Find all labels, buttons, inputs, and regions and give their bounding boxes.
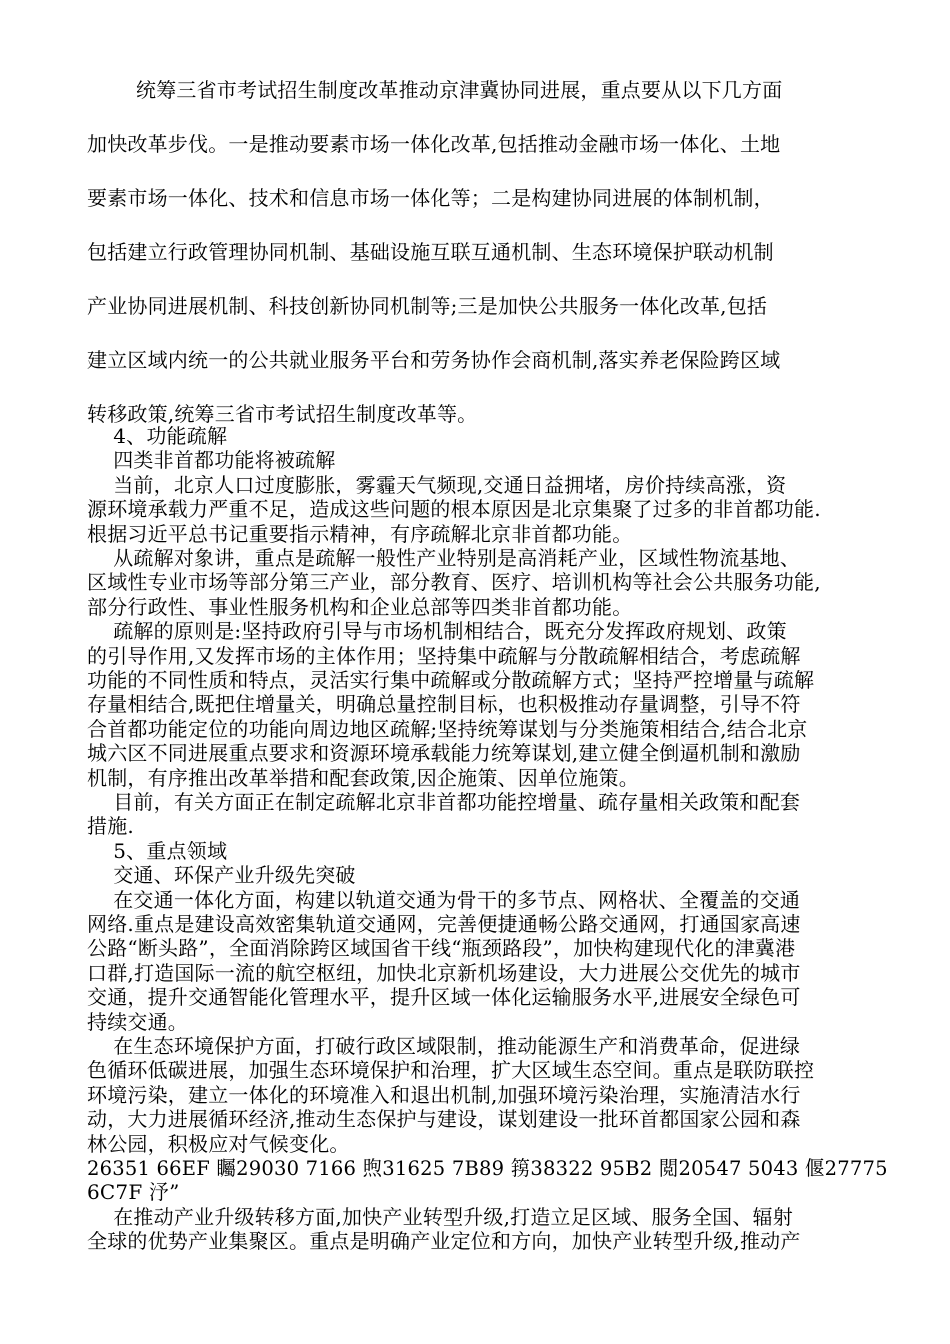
section-heading: 四类非首都功能将被疏解 (87, 448, 336, 472)
paragraph-line: 网络.重点是建设高效密集轨道交通网，完善便捷通畅公路交通网，打通国家高速 (87, 912, 801, 936)
section-heading: 5、重点领域 (87, 839, 228, 863)
paragraph-line: 当前，北京人口过度膨胀，雾霾天气频现,交通日益拥堵，房价持续高涨，资 (87, 473, 787, 497)
paragraph-line: 全球的优势产业集聚区。重点是明确产业定位和方向，加快产业转型升级,推动产 (87, 1229, 801, 1253)
intro-line: 转移政策,统筹三省市考试招生制度改革等。 (87, 402, 478, 426)
paragraph-line: 环境污染，建立一体化的环境准入和退出机制,加强环境污染治理，实施清洁水行 (87, 1083, 801, 1107)
paragraph-line: 城六区不同进展重点要求和资源环境承载能力统筹谋划,建立健全倒逼机制和激励 (87, 741, 801, 765)
paragraph-line: 功能的不同性质和特点，灵活实行集中疏解或分散疏解方式；坚持严控增量与疏解 (87, 668, 815, 692)
paragraph-line: 持续交通。 (87, 1010, 188, 1034)
paragraph-line: 源环境承载力严重不足，造成这些问题的根本原因是北京集聚了过多的非首都功能. (87, 497, 821, 521)
paragraph-line: 在生态环境保护方面，打破行政区域限制，推动能源生产和消费革命，促进绿 (87, 1034, 801, 1058)
paragraph-line: 的引导作用,又发挥市场的主体作用；坚持集中疏解与分散疏解相结合，考虑疏解 (87, 644, 801, 668)
paragraph-line: 在交通一体化方面，构建以轨道交通为骨干的多节点、网格状、全覆盖的交通 (87, 888, 801, 912)
intro-line: 统筹三省市考试招生制度改革推动京津冀协同进展，重点要从以下几方面 (136, 78, 783, 102)
paragraph-line: 口群,打造国际一流的航空枢纽，加快北京新机场建设，大力进展公交优先的城市 (87, 961, 801, 985)
paragraph-line: 合首都功能定位的功能向周边地区疏解;坚持统筹谋划与分类施策相结合,结合北京 (87, 717, 808, 741)
paragraph-line: 26351 66EF 矚29030 7166 煦31625 7B89 箉38322 95B2 閲20547 5043 偃27775 (87, 1156, 888, 1180)
section-heading: 交通、环保产业升级先突破 (87, 863, 356, 887)
paragraph-line: 区域性专业市场等部分第三产业，部分教育、医疗、培训机构等社会公共服务功能, (87, 570, 821, 594)
intro-line: 建立区域内统一的公共就业服务平台和劳务协作会商机制,落实养老保险跨区域 (87, 348, 781, 372)
intro-line: 要素市场一体化、技术和信息市场一体化等；二是构建协同进展的体制机制， (87, 186, 774, 210)
paragraph-line: 交通，提升交通智能化管理水平，提升区域一体化运输服务水平,进展安全绿色可 (87, 985, 801, 1009)
paragraph-line: 从疏解对象讲，重点是疏解一般性产业特别是高消耗产业，区域性物流基地、 (87, 546, 801, 570)
paragraph-line: 在推动产业升级转移方面,加快产业转型升级,打造立足区域、服务全国、辐射 (87, 1205, 793, 1229)
paragraph-line: 疏解的原则是:坚持政府引导与市场机制相结合，既充分发挥政府规划、政策 (87, 619, 787, 643)
paragraph-line: 措施. (87, 814, 134, 838)
intro-line: 产业协同进展机制、科技创新协同机制等;三是加快公共服务一体化改革,包括 (87, 294, 768, 318)
paragraph-line: 6C7F 汿” (87, 1180, 180, 1204)
paragraph-line: 存量相结合,既把住增量关，明确总量控制目标，也积极推动存量调整，引导不符 (87, 692, 801, 716)
paragraph-line: 部分行政性、事业性服务机构和企业总部等四类非首都功能。 (87, 595, 633, 619)
intro-line: 加快改革步伐。一是推动要素市场一体化改革,包括推动金融市场一体化、土地 (87, 132, 781, 156)
paragraph-line: 色循环低碳进展，加强生态环境保护和治理，扩大区域生态空间。重点是联防联控 (87, 1058, 815, 1082)
section-heading: 4、功能疏解 (87, 424, 228, 448)
intro-line: 包括建立行政管理协同机制、基础设施互联互通机制、生态环境保护联动机制 (87, 240, 774, 264)
paragraph-line: 公路“断头路”，全面消除跨区域国省干线“瓶颈路段”，加快构建现代化的津冀港 (87, 936, 796, 960)
paragraph-line: 机制，有序推出改革举措和配套政策,因企施策、因单位施策。 (87, 766, 639, 790)
paragraph-line: 目前，有关方面正在制定疏解北京非首都功能控增量、疏存量相关政策和配套 (87, 790, 801, 814)
paragraph-line: 根据习近平总书记重要指示精神，有序疏解北京非首都功能。 (87, 522, 633, 546)
paragraph-line: 动，大力进展循环经济,推动生态保护与建设，谋划建设一批环首都国家公园和森 (87, 1107, 801, 1131)
paragraph-line: 林公园，积极应对气候变化。 (87, 1132, 350, 1156)
